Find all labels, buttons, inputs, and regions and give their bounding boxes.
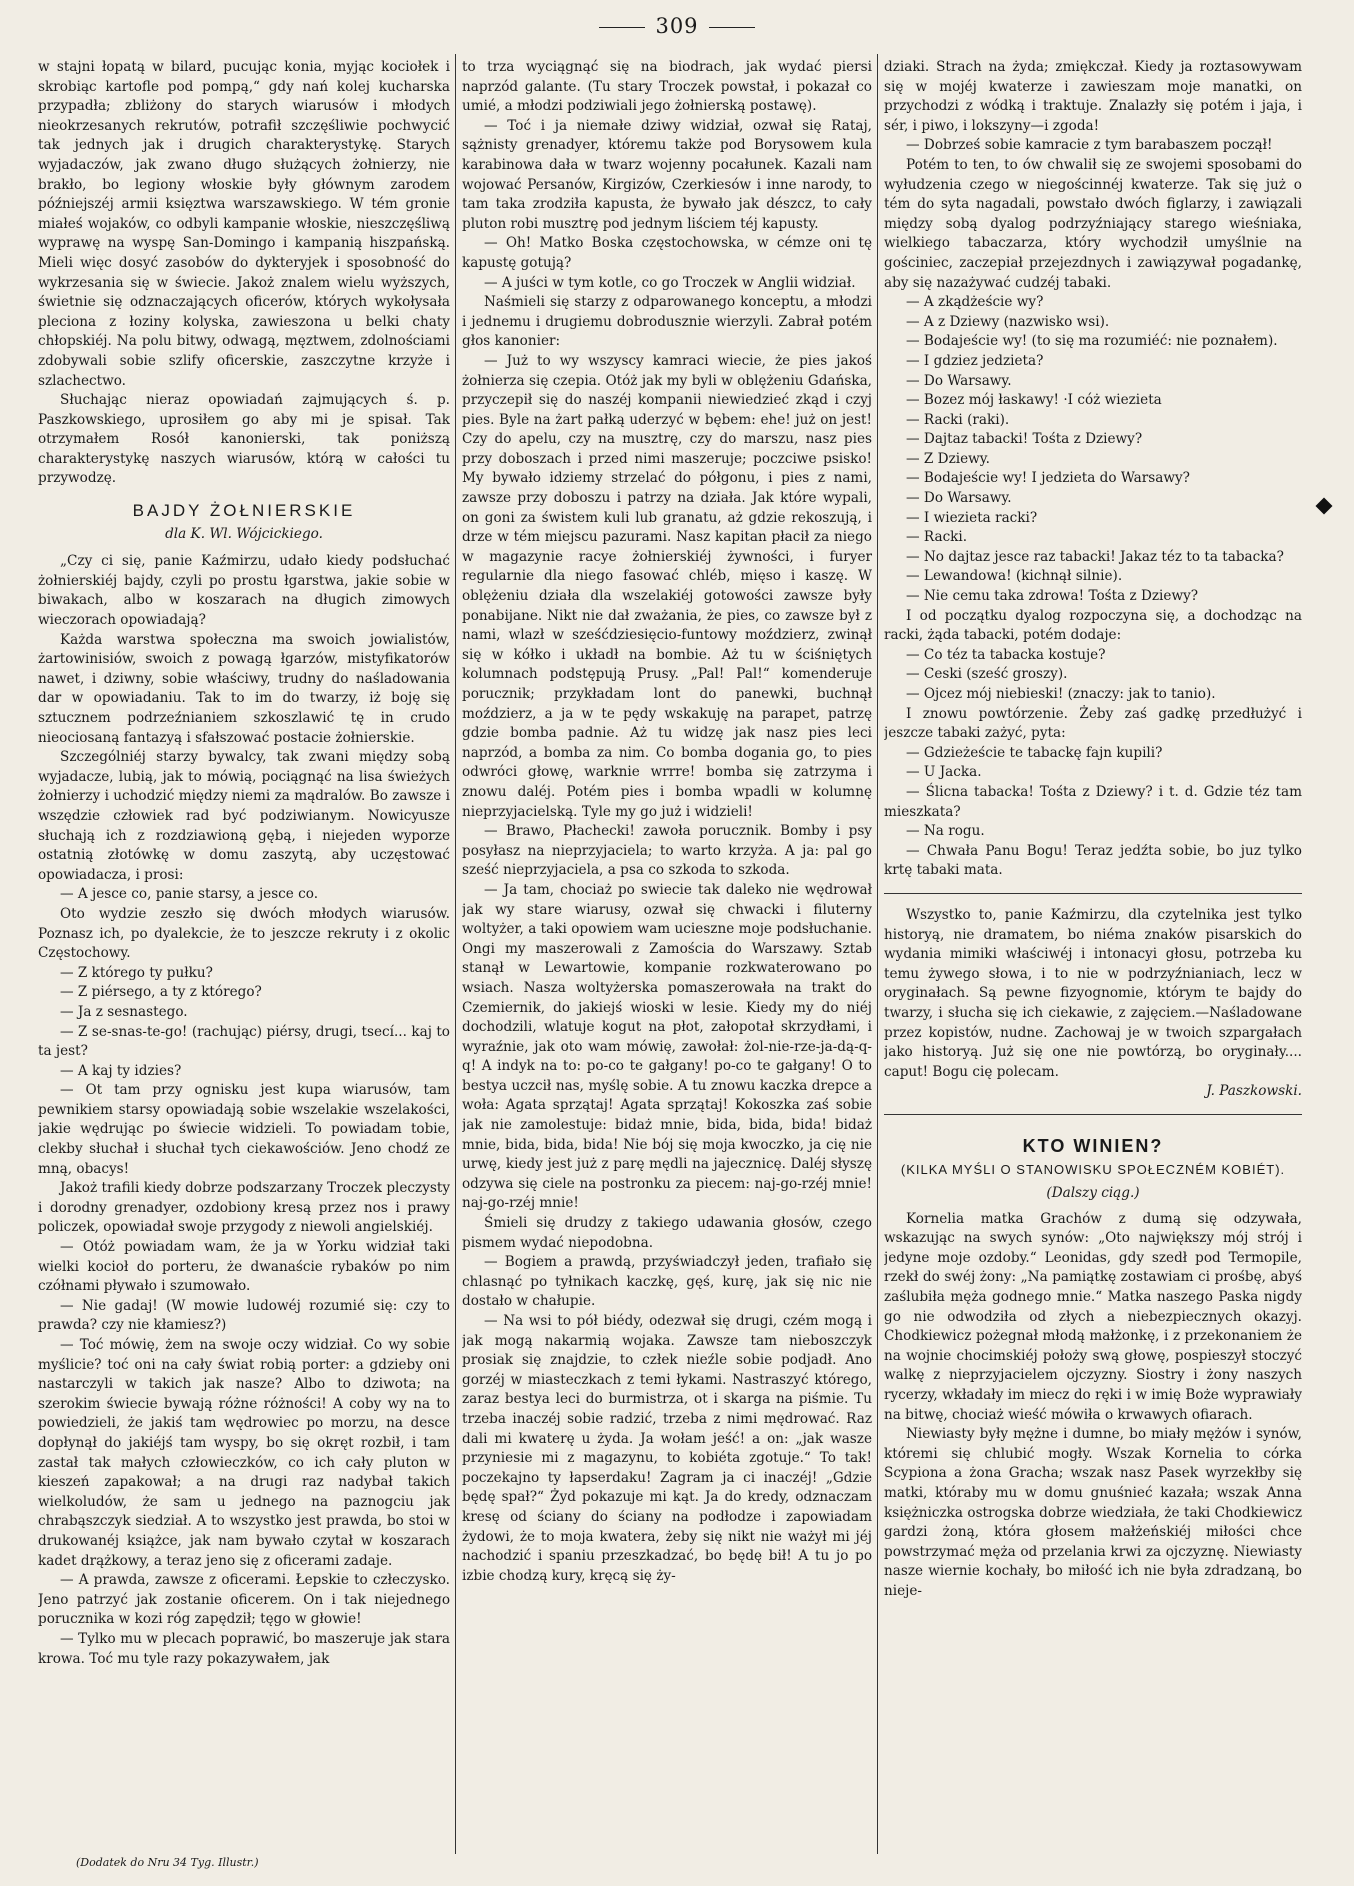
paragraph: — Oh! Matko Boska częstochowska, w cémze oni tę kapustę gotują? xyxy=(462,235,872,271)
paragraph: — Toć i ja niemałe dziwy widział, ozwał się Rataj, sążnisty grenadyer, któremu także pod Borysowem kula karabinowa dała w twarz wojenny pocałunek. Kazali nam wojować Persanów, Kirgizów, Czerkiesów i inne narody, to tam taka zrodziła kapusta, że bywało jak dészcz, to cały pluton robi musztrę pod jednym liściem téj kapusty. xyxy=(462,117,872,232)
paragraph: Oto wydzie zeszło się dwóch młodych wiarusów. Poznasz ich, po dyalekcie, że to jeszcze rekruty i z okolic Częstochowy. xyxy=(38,905,450,962)
author-signature: J. Paszkowski. xyxy=(1206,1083,1302,1100)
page-number xyxy=(0,14,1354,38)
paragraph: — Nie cemu taka zdrowa! Tośta z Dziewy? xyxy=(906,588,1199,605)
article-subheading: (KILKA MYŚLI O STANOWISKU SPOŁECZNÉM KOBIÉT). xyxy=(900,1162,1286,1178)
paragraph: — Z którego ty pułku? xyxy=(60,964,213,981)
paragraph: — Chwała Panu Bogu! Teraz jedźta sobie, bo juz tylko krtę tabaki mata. xyxy=(884,842,1302,879)
paragraph: Jakoż trafili kiedy dobrze podszarzany Troczek pleczysty i dorodny grenadyer, ozdobiony kresą przez nos i prawy policzek, opowiadał swoje przygody z niewoli angielskiéj. xyxy=(38,1180,450,1236)
paragraph: — No dajtaz jesce raz tabacki! Jakaz téz to ta tabacka? xyxy=(906,548,1284,565)
paragraph: — Lewandowa! (kichnął silnie). xyxy=(906,568,1123,585)
paragraph: — Dobrześ sobie kamracie z tym barabaszem począł! xyxy=(906,137,1273,154)
paragraph: „Czy ci się, panie Kaźmirzu, udało kiedy podsłuchać żołnierskiéj bajdy, czyli po prostu łgarstwa, jakie sobie w biwakach, albo w koszarach na długich zimowych wieczorach opowiadają? xyxy=(38,553,450,629)
continuation-note: (Dalszy ciąg.) xyxy=(1046,1185,1140,1202)
column-2 xyxy=(462,58,872,1850)
paragraph: — Do Warsawy. xyxy=(906,372,1012,389)
page-number-dash-left xyxy=(599,27,645,28)
paragraph: — Racki. xyxy=(906,529,968,546)
paragraph: — I gdziez jedzieta? xyxy=(906,352,1044,369)
paragraph: Śmieli się drudzy z takiego udawania głosów, czego pismem wydać niepodobna. xyxy=(462,1215,872,1251)
column-rule-left xyxy=(455,54,456,1854)
paragraph: I od początku dyalog rozpoczyna się, a dochodząc na racki, żąda tabacki, potém dodaje: xyxy=(884,607,1302,644)
section-divider xyxy=(884,893,1302,894)
paragraph: — Otóż powiadam wam, że ja w Yorku widział taki wielki kocioł do porteru, że dwanaście rybaków po nim czółnami pływało i szumowało. xyxy=(38,1239,450,1295)
paragraph: — Dajtaz tabacki! Tośta z Dziewy? xyxy=(906,431,1143,448)
paragraph: Niewiasty były mężne i dumne, bo miały mężów i synów, któremi się chlubić mogły. Wszak Kornelia to córka Scypiona a żona Gracha; wszak nasz Pasek wyrzekłby się matki, któraby mu w domu gnuśnieć kazała; wszak Anna księżniczka ostrogska dobrze wiedziała, że taki Chodkiewicz gardzi żoną, która głosem małżeńskiéj miłości chce powstrzymać męża od przelania krwi za ojczyznę. Niewiasty nasze wiernie kochały, bo miłość ich nie była zdradzaną, bo nieje- xyxy=(884,1426,1302,1599)
paragraph: — Bodajeście wy! (to się ma rozumiéć: nie poznałem). xyxy=(906,333,1278,350)
paragraph: — Tylko mu w plecach poprawić, bo maszeruje jak stara krowa. Toć mu tyle razy pokazywałem, jak xyxy=(38,1630,450,1667)
paragraph: — A zkądżeście wy? xyxy=(906,294,1044,311)
paragraph: — Ot tam przy ognisku jest kupa wiarusów, tam pewnikiem starsy opowiadają sobie wszelakie wszelakości, jakie wędrując po świecie widzieli. To powiadam tobie, clekby słuchał i słuchał tych ciekawościów. Jeno chodź ze mną, obacys! xyxy=(38,1082,450,1177)
paragraph: — U Jacka. xyxy=(906,764,982,781)
paragraph: — A kaj ty idzies? xyxy=(60,1062,182,1079)
paragraph: — Ja z sesnastego. xyxy=(60,1003,188,1020)
paragraph: Szczególniéj starzy bywalcy, tak zwani między sobą wyjadacze, lubią, jak to mówią, pociągnąć na lisa świeżych żołnierzy i uchodzić między niemi za mądralów. Bo zawsze i wszędzie człowiek rad być podziwianym. Nowicyusze słuchają ich z rozdziawioną gębą, i niejeden wyporze ostatnią złotówkę w domu zaszytą, aby uczęstować opowiadacza, i prosi: xyxy=(38,749,450,883)
paragraph: — A prawda, zawsze z oficerami. Łepskie to człeczysko. Jeno patrzyć jak zostanie oficerem. On i tak niejednego porucznika w kozi róg zapędził; tęgo w głowie! xyxy=(38,1572,450,1628)
paragraph: — Brawo, Płachecki! zawoła porucznik. Bomby i psy posyłasz na nieprzyjaciela; to warto krzyża. A ja: pal go sześć nieprzyjaciela, a psa co szkoda to szkoda. xyxy=(462,823,872,879)
story-continuation xyxy=(462,58,872,1586)
paragraph: — Co téz ta tabacka kostuje? xyxy=(906,646,1106,663)
paragraph: — Nie gadaj! (W mowie ludowéj rozumié się: czy to prawda? czy nie kłamiesz?) xyxy=(38,1297,450,1334)
paragraph: I znowu powtórzenie. Żeby zaś gadkę przedłużyć i jeszcze tabaki zażyć, pyta: xyxy=(884,705,1302,742)
paragraph: dziaki. Strach na żyda; zmiękczał. Kiedy ja roztasowywam się w mojéj kwaterze i zawieszam moje manatki, on przychodzi z wódką i traktuje. Znalazły się potém i jaja, i sér, i piwo, i lokszyny—i zgoda! xyxy=(884,59,1302,134)
dialog-text xyxy=(884,58,1302,881)
page-number-dash-right xyxy=(709,27,755,28)
paragraph: — Bodajeście wy! I jedzieta do Warsawy? xyxy=(906,470,1190,487)
dedication: dla K. Wl. Wójcickiego. xyxy=(165,525,323,542)
col1-intro-paragraph: Słuchając nieraz opowiadań zajmujących ś. p. Paszkowskiego, uprosiłem go aby mi je spisał. Tak otrzymałem Rosół kanonierski, tak poniższą charakterystykę naszych wiarusów, którą w całości tu przywodzę. xyxy=(38,392,450,487)
paragraph: — Do Warsawy. xyxy=(906,490,1012,507)
paragraph: — Z Dziewy. xyxy=(906,450,990,467)
paragraph: — A z Dziewy (nazwisko wsi). xyxy=(906,313,1110,330)
paragraph: Każda warstwa społeczna ma swoich jowialistów, żartowinisiów, swoich z powagą łgarzów, mistyfikatorów nawet, i dziwny, sobie właściwy, trudny do naśladowania dar w opowiadaniu. Tak to im do twarzy, iż boję się sztucznem podrzeźnianiem szkoszlawić tę in crudo nieociosaną fantazyą i sfałszować postacie żołnierskie. xyxy=(38,631,450,746)
paragraph: — Już to wy wszyscy kamraci wiecie, że pies jakoś żołnierza się czepia. Otóż jak my byli w oblężeniu Gdańska, przyczepił się do naszéj kompanii niewiedzieć zkąd i czyj pies. Byle na żart pałką uderzyć w bębem: ehe! już on jest! Czy do apelu, czy na musztrę, czy do marszu, nasz pies przy doboszach i przed nimi maszeruje; poczciwe psisko! My bywało idziemy strzelać do półgonu, i pies z nami, zawsze przy doboszu i patrzy na działa. Jak które wypali, on goni za świstem kuli lub granatu, aż gdzie rekoszują, i drze w tém miejscu pazurami. Nasz kapitan płacił za niego w magazynie racye żołnierskiéj żywności, i furyer regularnie dla niego fasować chléb, mięso i kaszę. W oblężeniu działa dla wszelakiéj gotowości zawsze były ponabijane. Nikt nie dał zważania, że pies, co zawsze był z nami, wlazł w sześćdziesięcio-funtowy moździerz, zwinął się w kółko i układł na bombie. Aż tu w ściśniętych kolumnach podstępują Prusy. „Pal! Pal!“ komenderuje porucznik; przykładam lont do panewki, buchnął moździerz, a ja w te pędy wskakuję na parapet, patrzę gdzie bomba padnie. Aż tu widzę jak nasz pies leci naprzód, a bomba za nim. Co bomba dogania go, to pies odwróci głowę, warknie wrrre! bomba się zatrzyma i znowu daléj. Potém pies i bomba wpadli w kolumnę nieprzyjacielską. Tyle my go już i widzieli! xyxy=(462,352,872,820)
story-text xyxy=(38,552,450,1669)
article-text xyxy=(884,1210,1302,1602)
column-1 xyxy=(38,58,450,1850)
article-heading: KTO WINIEN? xyxy=(1022,1135,1164,1156)
paragraph: Potém to ten, to ów chwalił się ze swojemi sposobami do wyłudzenia czego w niegościnnéj kwaterze. Tak się już o tém do syta nagadali, powstało dwóch figlarzy, i zawiązali między sobą dyalog podrzyźniający starego wieśniaka, wielkiego tabaczarza, który wychodził umyślnie na gościniec, zaczepiał przejezdnych i zawiązywał pogadankę, aby się nazażywać cudzéj tabaki. xyxy=(884,156,1302,291)
paragraph: — A jesce co, panie starsy, a jesce co. xyxy=(60,886,319,903)
closing-paragraph: Wszystko to, panie Kaźmirzu, dla czytelnika jest tylko historyą, nie dramatem, bo niéma znaków pisarskich do wydania mimiki właściwéj i intonacyi głosu, potrzeba ku temu żywego słowa, i to nie w podrzyźnianiach, lecz w oryginałach. Są pewne fizyognomie, którym te bajdy do twarzy, i słucha się ich ciekawie, z zajęciem.—Naśladowane przez kopistów, nudne. Zachowaj je w twoich szpargałach jako historyą. Już się one nie powtórzą, bo oryginały.... caput! Bogu cię polecam. xyxy=(884,906,1302,1080)
paragraph: — Ja tam, chociaż po swiecie tak daleko nie wędrował jak wy stare wiarusy, ozwał się chwacki i filuterny woltyżer, a taki opowiem wam ucieszne moje podsłuchanie. Ongi my maszerowali z Zamościa do Warszawy. Sztab stanął w Lewartowie, kompanie rozkwaterowano po wsiach. Nasza woltyżerska pomaszerowała na trakt do Czemiernik, do jakiejś wioski w lesie. Kiedy my do niéj dochodzili, wlatuje kogut na płot, załopotał skrzydłami, i wyraźnie, jak oto wam mówię, zawołał: żol-nie-rze-ja-dą-q-q! A indyk na to: po-co te gałgany! po-co te gałgany! O to bestya uczcił nas, myślę sobie. A tu znowu kaczka drepce a woła: Agata sprzątaj! Agata sprzątaj! Kokoszka zaś sobie jak nie zamolestuje: bidaż mnie, bida, bida, bida! bidaż mnie, bida, bida, bida! Nie bój się moja kwoczko, ja cię nie urwę, kiedy jest już z parę mędli na jajecznicę. Daléj słyszę odzywa się ciele na postronku za piecem: naj-go-rzéj mnie! naj-go-rzéj mnie! xyxy=(462,881,872,1212)
paragraph: — Racki (raki). xyxy=(906,411,1010,428)
paragraph: to trza wyciągnąć się na biodrach, jak wydać piersi naprzód galante. (Tu stary Troczek powstał, i pokazał co umié, a młodzi podziwiali jego żołnierską postawę). xyxy=(462,59,872,115)
paragraph: Naśmieli się starzy z odparowanego konceptu, a młodzi i jednemu i drugiemu dobrodusznie wierzyli. Zabrał potém głos kanonier: xyxy=(462,294,872,350)
paragraph: Kornelia matka Grachów z dumą się odzywała, wskazując na swych synów: „Oto największy mój strój i jedyne moje ozdoby.“ Leonidas, gdy szedł pod Termopile, rzekł do swéj żony: „Na pamiątkę zostawiam ci prośbę, abyś zaślubiła męża godnego mnie.“ Matka naszego Paska nigdy go nie odwodziła od złych a niebezpiecznych okazyj. Chodkiewicz pożegnał młodą małżonkę, i z przekonaniem że na wojnie chocimskiéj położy swą głowę, pospieszył stoczyć walkę z nieprzyjacielem ojczyzny. Siostry i żony naszych rycerzy, wkładały im miecz do ręki i w imię Boże wyprawiały na bitwę, chociaż wieść mówiła o krwawych ofiarach. xyxy=(884,1210,1302,1423)
paragraph: — Ojcez mój niebieski! (znaczy: jak to tanio). xyxy=(906,686,1216,702)
paragraph: — A juści w tym kotle, co go Troczek w Anglii widział. xyxy=(484,274,856,291)
article-divider xyxy=(884,1114,1302,1115)
page-number-text: 309 xyxy=(655,14,699,38)
col1-intro-paragraph: w stajni łopatą w bilard, pucując konia, myjąc kociołek i skrobiąc kartofle pod pompą,“ gdy nań kolej kucharska przypadła; zbliżony do starych wiarusów i młodych nieokrzesanych rekrutów, potrafił szczęśliwie pochwycić tak jednych jak i drugich charakterystykę. Starych wyjadaczów, jak zwano długo służących żołnierzy, nie brakło, bo legiony włoskie były głównym zarodem późniejszéj armii księztwa warszawskiego. W tém gronie miałeś wojaków, co odbyli kampanie włoskie, nieszczęśliwą wyprawę na wyspę San-Domingo i kampanią hiszpańską. Mieli więc dosyć zasobów do dykteryjek i sposobność do wykrzesania się w świecie. Jakoż znalem wielu wyższych, świetnie się odznaczających oficerów, których wykołysała pleciona z łoziny kolyska, zawieszona u belki chaty chłopskiéj. Na polu bitwy, odwagą, męztwem, zdolnościami zdobywali sobie szlify oficerskie, zaszczytne krzyże i szlachectwo. xyxy=(38,59,450,389)
paragraph: — Bozez mój łaskawy! ·I cóż wiezieta xyxy=(906,392,1162,409)
paragraph: — I wiezieta racki? xyxy=(906,509,1038,526)
column-3 xyxy=(884,58,1302,1850)
section-title: BAJDY ŻOŁNIERSKIE xyxy=(132,501,356,521)
paragraph: — Bogiem a prawdą, przyświadczył jeden, trafiało się chlasnąć po tyłnikach kaczkę, gęś, kurę, jak się nic nie dostało w chałupie. xyxy=(462,1254,872,1310)
footer-note: (Dodatek do Nru 34 Tyg. Illustr.) xyxy=(76,1856,259,1869)
paragraph: — Gdzieżeście te tabackę fajn kupili? xyxy=(906,744,1163,761)
paragraph: — Z se-snas-te-go! (rachując) piérsy, drugi, tsecí... kaj to ta jest? xyxy=(38,1023,450,1060)
paragraph: — Na wsi to pół biédy, odezwał się drugi, czém mogą i jak mogą nakarmią wojaka. Zawsze tam nieboszczyk prosiak się znajdzie, to człek nieźle sobie podjadł. Ano gorzéj w miasteczkach z temi łykami. Nastraszyć którego, zaraz bestya leci do burmistrza, ot i skarga na piśmie. Tu trzeba inaczéj sobie radzić, trzeba z nimi mędrować. Raz dali mi kwaterę u żyda. Ja wołam jeść! a on: „jak wasze przyniesie mi z magazynu, to kobiéta zgotuje.“ To tak! poczekajno ty łapserdaku! Zagram ja ci inaczéj! „Gdzie będę spał?“ Żyd pokazuje mi kąt. Ja do kredy, odznaczam kresę od ściany do ściany na podłodze i zapowiadam żydowi, że to moja kwatera, żeby się nikt nie ważył mi jéj nachodzić i spaniu przeszkadzać, bo będę bił! A tu jo po izbie chodzą kury, kręcą się ży- xyxy=(462,1313,872,1584)
margin-mark xyxy=(1316,498,1333,515)
paragraph: — Ślicna tabacka! Tośta z Dziewy? i t. d. Gdzie téz tam mieszkata? xyxy=(884,783,1302,820)
paragraph: — Na rogu. xyxy=(906,823,985,840)
column-rule-right xyxy=(877,54,878,1854)
paragraph: — Ceski (sześć groszy). xyxy=(906,666,1068,683)
paragraph: — Z piérsego, a ty z którego? xyxy=(60,984,262,1001)
paragraph: — Toć mówię, żem na swoje oczy widział. Co wy sobie myślicie? toć oni na cały świat robią porter: a gdzieby oni nastarczyli w takich jak nasze? Albo to dziwota; na szerokim świecie bywają różne różności! A coby wy na to powiedzieli, że jakiś tam wędrowiec po morzu, na desce dopłynął do jakiéjś tam wyspy, bo się okręt rozbił, i tam zastał tak małych człowieczków, co ich cały pluton w kieszeń zapakował; a na drugi raz nadybał takich wielkoludów, że sam u jednego na paznogciu jak chrabąszczyk siedział. A to wszystko jest prawda, bo stoi w drukowanéj książce, jak nam bywało czytał w koszarach kadet drążkowy, a teraz jeno się z oficerami zadaje. xyxy=(38,1337,450,1569)
